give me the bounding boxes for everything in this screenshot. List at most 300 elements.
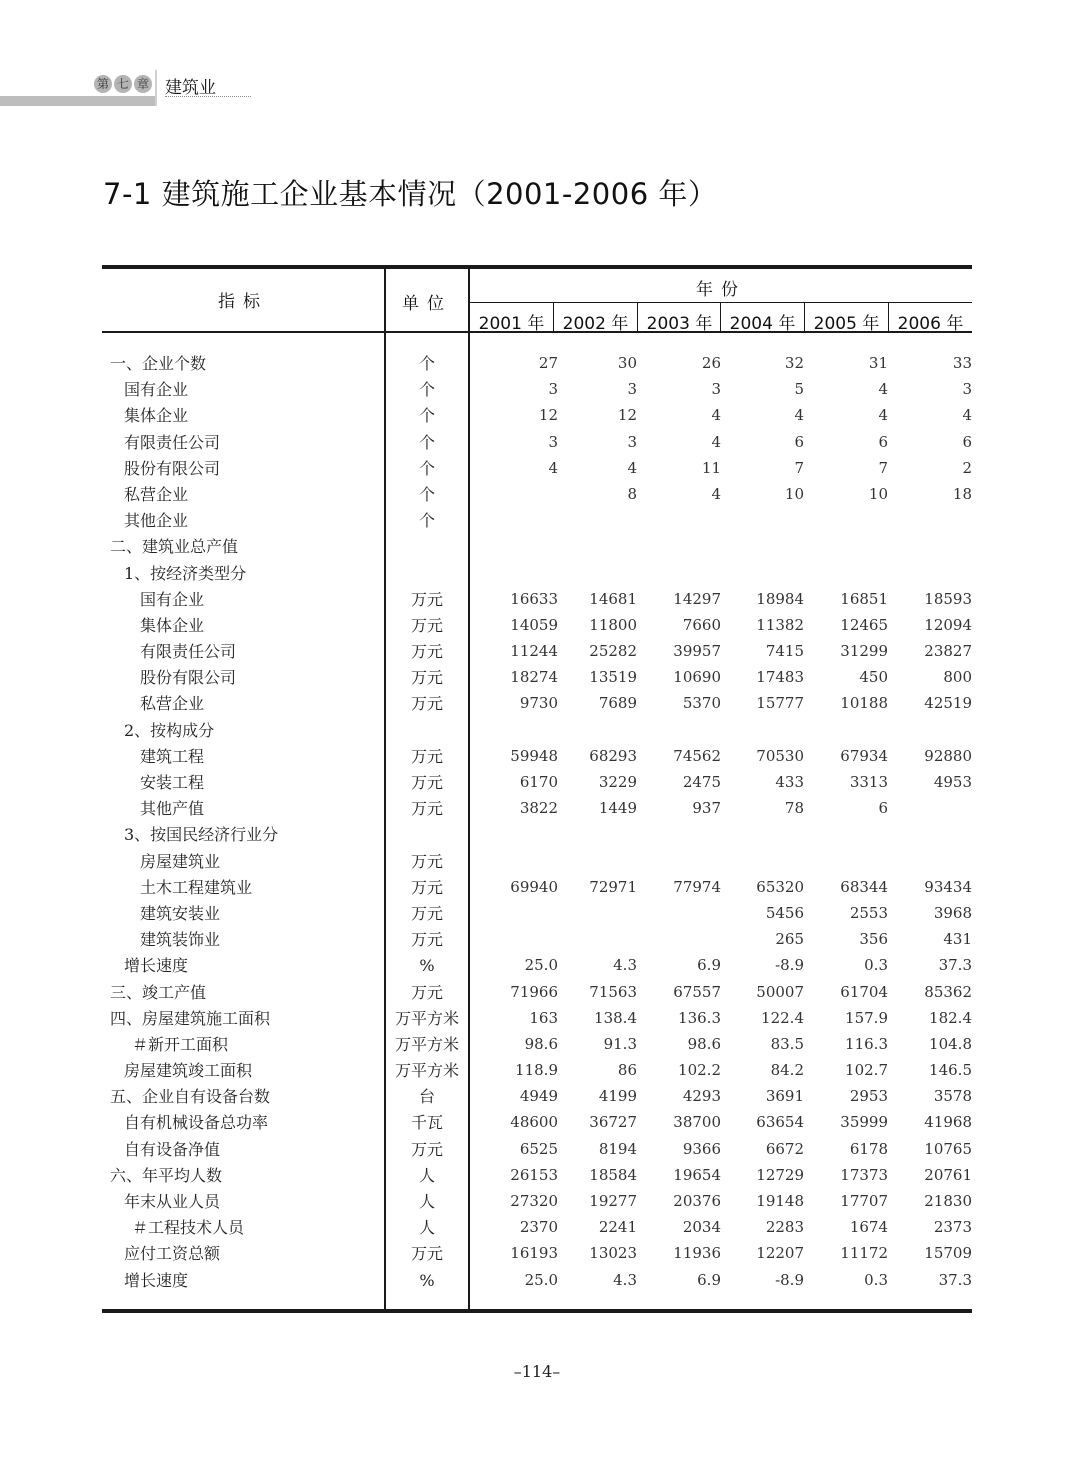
cell-value: 102.2 [678, 1061, 721, 1080]
cell-value: 5 [794, 380, 804, 399]
cell-value: 3578 [933, 1087, 972, 1106]
cell-value: 91.3 [603, 1034, 637, 1053]
table-row [102, 901, 972, 927]
table-title: 7-1 建筑施工企业基本情况（2001-2006 年） [103, 177, 718, 211]
cell-value: 16851 [840, 589, 888, 608]
cell-value: 68344 [840, 877, 888, 896]
row-label: 建筑工程 [140, 746, 205, 766]
row-label: 集体企业 [124, 406, 189, 426]
cell-value: 937 [692, 799, 721, 818]
cell-value: 39957 [673, 642, 721, 661]
row-label: 房屋建筑业 [140, 851, 221, 871]
row-unit: 万元 [410, 851, 443, 871]
row-unit: 千瓦 [410, 1113, 443, 1133]
cell-value: 12729 [756, 1165, 804, 1184]
cell-value: 10 [868, 484, 888, 503]
row-label: 股份有限公司 [124, 458, 221, 478]
cell-value: 19654 [673, 1165, 721, 1184]
chapter-char: 七 [114, 75, 132, 93]
row-label: 二、建筑业总产值 [110, 537, 239, 557]
table-row [102, 718, 972, 744]
cell-value: 78 [784, 799, 804, 818]
cell-value: 93434 [924, 877, 972, 896]
table-top-rule [102, 265, 972, 269]
cell-value: 10690 [673, 668, 721, 687]
cell-value: 26 [701, 354, 721, 372]
row-unit: 万元 [410, 773, 443, 792]
cell-value: 4953 [933, 773, 972, 791]
cell-value: 10 [784, 484, 804, 503]
row-label: 年末从业人员 [124, 1192, 221, 1211]
data-table [102, 265, 972, 1314]
cell-value: 20376 [673, 1192, 721, 1210]
cell-value: 65320 [756, 877, 804, 896]
cell-value: 17483 [756, 668, 804, 687]
cell-value: 2953 [849, 1087, 888, 1106]
row-label: 股份有限公司 [140, 668, 237, 688]
row-label: ＃工程技术人员 [132, 1218, 245, 1238]
year-divider [804, 303, 805, 331]
table-row [102, 1032, 972, 1058]
table-row [102, 665, 972, 691]
cell-value: 27320 [510, 1192, 558, 1210]
cell-value: 8194 [598, 1139, 637, 1158]
cell-value: 4.3 [613, 956, 637, 975]
row-label: 2、按构成分 [124, 720, 215, 740]
row-unit: 个 [418, 484, 435, 504]
cell-value: 36727 [589, 1113, 637, 1132]
row-unit: 个 [418, 511, 435, 531]
cell-value: 18984 [756, 589, 804, 608]
cell-value: 3 [548, 380, 558, 399]
cell-value: 6525 [519, 1139, 558, 1158]
cell-value: 33 [952, 354, 972, 372]
cell-value: 11936 [673, 1244, 721, 1263]
table-row [102, 980, 972, 1006]
row-label: 自有机械设备总功率 [124, 1113, 269, 1133]
header-year: 2002 年 [562, 314, 629, 334]
cell-value: 14059 [510, 615, 558, 634]
row-label: 3、按国民经济行业分 [124, 825, 279, 845]
table-row [102, 770, 972, 796]
row-label: 有限责任公司 [124, 432, 221, 452]
cell-value: 6 [878, 799, 888, 818]
cell-value: 74562 [673, 746, 721, 765]
cell-value: 19148 [756, 1192, 804, 1210]
cell-value: 4949 [519, 1087, 558, 1106]
cell-value: 25.0 [524, 956, 558, 975]
row-unit: 万元 [410, 982, 443, 1002]
cell-value: 10188 [840, 694, 888, 713]
cell-value: 12094 [924, 615, 972, 634]
cell-value: 7660 [682, 615, 721, 634]
cell-value: 182.4 [929, 1008, 972, 1027]
chapter-char: 第 [94, 75, 112, 93]
cell-value: 77974 [673, 877, 721, 896]
cell-value: 3 [711, 380, 721, 399]
cell-value: 265 [775, 930, 804, 949]
cell-value: 48600 [510, 1113, 558, 1132]
cell-value: 11244 [510, 642, 558, 661]
cell-value: 8 [627, 484, 637, 503]
row-label: 三、竣工产值 [110, 982, 207, 1002]
cell-value: 2283 [765, 1218, 804, 1237]
cell-value: 356 [859, 930, 888, 949]
row-unit: 人 [418, 1218, 435, 1238]
chapter-char: 章 [134, 75, 152, 93]
cell-value: 433 [775, 773, 804, 791]
cell-value: 4 [794, 406, 804, 425]
row-unit: 万元 [410, 877, 443, 897]
cell-value: 0.3 [864, 956, 888, 975]
cell-value: 7 [878, 458, 888, 477]
cell-value: 0.3 [864, 1270, 888, 1289]
cell-value: 3 [962, 380, 972, 399]
cell-value: 4 [711, 432, 721, 451]
cell-value: 23827 [924, 642, 972, 661]
cell-value: 800 [943, 668, 972, 687]
cell-value: 14681 [589, 589, 637, 608]
cell-value: 2034 [682, 1218, 721, 1237]
cell-value: 3691 [765, 1087, 804, 1106]
row-unit: 万元 [410, 589, 443, 609]
cell-value: 7415 [765, 642, 804, 661]
cell-value: 5370 [682, 694, 721, 713]
row-label: 有限责任公司 [140, 642, 237, 662]
header-year: 2003 年 [646, 314, 713, 334]
row-unit: 万元 [410, 1244, 443, 1264]
cell-value: 116.3 [845, 1034, 888, 1053]
row-unit: 万平方米 [394, 1008, 459, 1028]
row-unit: 万元 [410, 668, 443, 688]
cell-value: 26153 [510, 1165, 558, 1184]
row-label: 应付工资总额 [124, 1244, 221, 1264]
cell-value: 138.4 [594, 1008, 637, 1027]
table-row [102, 875, 972, 901]
cell-value: 4 [962, 406, 972, 425]
cell-value: 17373 [840, 1165, 888, 1184]
cell-value: 59948 [510, 746, 558, 765]
cell-value: 6.9 [697, 956, 721, 975]
cell-value: 4293 [682, 1087, 721, 1106]
cell-value: 67557 [673, 982, 721, 1001]
cell-value: 9730 [519, 694, 558, 713]
row-label: ＃新开工面积 [132, 1034, 229, 1054]
row-unit: 个 [418, 432, 435, 452]
cell-value: 12 [617, 406, 637, 425]
cell-value: 16193 [510, 1244, 558, 1263]
row-label: 房屋建筑竣工面积 [124, 1061, 253, 1081]
cell-value: 11 [701, 458, 721, 477]
cell-value: 157.9 [845, 1008, 888, 1027]
cell-value: 104.8 [929, 1034, 972, 1053]
cell-value: 67934 [840, 746, 888, 765]
cell-value: 431 [943, 930, 972, 949]
cell-value: 13519 [589, 668, 637, 687]
cell-value: 3822 [519, 799, 558, 818]
table-row [102, 796, 972, 822]
row-unit: 万元 [410, 903, 443, 923]
table-row [102, 1241, 972, 1267]
cell-value: 17707 [840, 1192, 888, 1210]
cell-value: 6 [878, 432, 888, 451]
cell-value: 3 [627, 432, 637, 451]
table-row [102, 1163, 972, 1189]
cell-value: 42519 [924, 694, 972, 713]
row-unit: 台 [418, 1087, 435, 1107]
row-unit: 万元 [410, 694, 443, 714]
cell-value: 18274 [510, 668, 558, 687]
row-label: 一、企业个数 [110, 354, 207, 373]
row-label: 增长速度 [124, 1270, 189, 1290]
page-number: –114– [513, 1362, 561, 1381]
cell-value: 2373 [933, 1218, 972, 1237]
cell-value: 10765 [924, 1139, 972, 1158]
table-row [102, 1058, 972, 1084]
cell-value: 71563 [589, 982, 637, 1001]
row-label: 1、按经济类型分 [124, 563, 247, 583]
table-row [102, 456, 972, 482]
row-unit: 人 [418, 1192, 435, 1211]
cell-value: 84.2 [770, 1061, 804, 1080]
row-label: 私营企业 [140, 694, 205, 714]
year-divider [553, 303, 554, 331]
header-year-group: 年份 [696, 280, 746, 300]
cell-value: 86 [617, 1061, 637, 1080]
cell-value: 1674 [849, 1218, 888, 1237]
cell-value: 37.3 [938, 956, 972, 975]
row-unit: 万元 [410, 746, 443, 766]
cell-value: 13023 [589, 1244, 637, 1263]
cell-value: 136.3 [678, 1008, 721, 1027]
header-divider [155, 70, 157, 106]
cell-value: 32 [784, 354, 804, 372]
cell-value: 25282 [589, 642, 637, 661]
table-row [102, 587, 972, 613]
row-unit: 万元 [410, 615, 443, 635]
cell-value: 4 [627, 458, 637, 477]
row-label: 其他企业 [124, 511, 189, 531]
table-row [102, 561, 972, 587]
header-year: 2001 年 [478, 314, 545, 334]
table-row [102, 639, 972, 665]
table-row [102, 822, 972, 848]
cell-value: 98.6 [687, 1034, 721, 1053]
table-row [102, 430, 972, 456]
cell-value: 5456 [765, 903, 804, 922]
cell-value: 6170 [519, 773, 558, 791]
header-unit: 单位 [402, 294, 452, 314]
cell-value: 1449 [598, 799, 637, 818]
table-row [102, 1084, 972, 1110]
row-unit: 万元 [410, 1139, 443, 1159]
row-unit: 个 [418, 458, 435, 478]
cell-value: 6 [794, 432, 804, 451]
row-label: 国有企业 [140, 589, 205, 609]
cell-value: 27 [538, 354, 558, 372]
year-divider [720, 303, 721, 331]
row-label: 国有企业 [124, 380, 189, 400]
cell-value: 3 [548, 432, 558, 451]
row-label: 建筑安装业 [140, 903, 221, 923]
cell-value: 41968 [924, 1113, 972, 1132]
row-label: 五、企业自有设备台数 [110, 1087, 271, 1107]
row-unit: % [419, 956, 435, 976]
header-indicator: 指标 [218, 292, 268, 312]
table-row [102, 613, 972, 639]
table-row [102, 403, 972, 429]
cell-value: 72971 [589, 877, 637, 896]
cell-value: 3 [627, 380, 637, 399]
cell-value: 16633 [510, 589, 558, 608]
row-label: 集体企业 [140, 615, 205, 635]
cell-value: 12207 [756, 1244, 804, 1263]
header-year: 2005 年 [813, 314, 880, 334]
cell-value: 3229 [598, 773, 637, 791]
cell-value: 68293 [589, 746, 637, 765]
cell-value: 15777 [756, 694, 804, 713]
cell-value: 4.3 [613, 1270, 637, 1289]
cell-value: 15709 [924, 1244, 972, 1263]
table-row [102, 1268, 972, 1294]
cell-value: 2475 [682, 773, 721, 791]
cell-value: 122.4 [761, 1008, 804, 1027]
cell-value: 146.5 [929, 1061, 972, 1080]
row-label: 土木工程建筑业 [140, 877, 253, 897]
cell-value: 50007 [756, 982, 804, 1001]
year-group-rule [470, 302, 972, 303]
cell-value: 163 [529, 1008, 558, 1027]
row-unit: 万平方米 [394, 1034, 459, 1054]
row-label: 安装工程 [140, 773, 205, 792]
cell-value: 70530 [756, 746, 804, 765]
header-year: 2006 年 [897, 314, 964, 334]
cell-value: 4 [548, 458, 558, 477]
cell-value: -8.9 [775, 1270, 804, 1289]
cell-value: 11382 [756, 615, 804, 634]
cell-value: 19277 [589, 1192, 637, 1210]
row-unit: 人 [418, 1165, 435, 1185]
year-divider [888, 303, 889, 331]
cell-value: 4 [878, 380, 888, 399]
cell-value: 6 [962, 432, 972, 451]
row-unit: 万元 [410, 930, 443, 950]
chapter-underline [165, 96, 251, 97]
cell-value: 31299 [840, 642, 888, 661]
table-row [102, 691, 972, 717]
cell-value: 3313 [849, 773, 888, 791]
row-unit: 万平方米 [394, 1061, 459, 1081]
chapter-name: 建筑业 [165, 78, 216, 98]
header-band [0, 96, 156, 106]
chapter-badge [94, 75, 152, 93]
cell-value: 6178 [849, 1139, 888, 1158]
cell-value: 61704 [840, 982, 888, 1001]
row-label: 建筑装饰业 [140, 930, 221, 950]
cell-value: 30 [617, 354, 637, 372]
table-bottom-rule [102, 1309, 972, 1313]
row-unit: 万元 [410, 799, 443, 819]
cell-value: 2553 [849, 903, 888, 922]
table-row [102, 953, 972, 979]
cell-value: 14297 [673, 589, 721, 608]
cell-value: 6672 [765, 1139, 804, 1158]
table-row [102, 1137, 972, 1163]
cell-value: 69940 [510, 877, 558, 896]
cell-value: 7689 [598, 694, 637, 713]
cell-value: 92880 [924, 746, 972, 765]
table-row [102, 1006, 972, 1032]
cell-value: 118.9 [515, 1061, 558, 1080]
cell-value: 102.7 [845, 1061, 888, 1080]
cell-value: 11172 [840, 1244, 888, 1263]
cell-value: 71966 [510, 982, 558, 1001]
table-row [102, 849, 972, 875]
cell-value: 25.0 [524, 1270, 558, 1289]
row-label: 私营企业 [124, 484, 189, 504]
cell-value: 2370 [519, 1218, 558, 1237]
cell-value: 18 [952, 484, 972, 503]
table-row [102, 744, 972, 770]
cell-value: 98.6 [524, 1034, 558, 1053]
table-row [102, 1215, 972, 1241]
cell-value: 63654 [756, 1113, 804, 1132]
table-row [102, 927, 972, 953]
cell-value: 9366 [682, 1139, 721, 1158]
row-unit: 个 [418, 406, 435, 426]
table-row [102, 1110, 972, 1136]
cell-value: 18584 [589, 1165, 637, 1184]
header-year: 2004 年 [729, 314, 796, 334]
cell-value: 450 [859, 668, 888, 687]
cell-value: -8.9 [775, 956, 804, 975]
cell-value: 21830 [924, 1192, 972, 1210]
cell-value: 6.9 [697, 1270, 721, 1289]
cell-value: 4 [711, 406, 721, 425]
cell-value: 12465 [840, 615, 888, 634]
table-row [102, 1189, 972, 1215]
row-label: 六、年平均人数 [110, 1165, 223, 1185]
cell-value: 38700 [673, 1113, 721, 1132]
cell-value: 4199 [598, 1087, 637, 1106]
row-label: 自有设备净值 [124, 1139, 221, 1159]
row-unit: 个 [418, 354, 435, 373]
cell-value: 4 [711, 484, 721, 503]
cell-value: 4 [878, 406, 888, 425]
table-row [102, 351, 972, 377]
cell-value: 2 [962, 458, 972, 477]
table-body [102, 351, 972, 1294]
cell-value: 7 [794, 458, 804, 477]
cell-value: 3968 [933, 903, 972, 922]
cell-value: 37.3 [938, 1270, 972, 1289]
cell-value: 83.5 [770, 1034, 804, 1053]
cell-value: 35999 [840, 1113, 888, 1132]
year-divider [637, 303, 638, 331]
row-unit: 万元 [410, 642, 443, 662]
row-unit: 个 [418, 380, 435, 400]
row-label: 四、房屋建筑施工面积 [110, 1008, 271, 1028]
cell-value: 20761 [924, 1165, 972, 1184]
row-unit: % [419, 1270, 435, 1290]
table-row [102, 534, 972, 560]
table-row [102, 508, 972, 534]
cell-value: 18593 [924, 589, 972, 608]
table-row [102, 377, 972, 403]
row-label: 增长速度 [124, 956, 189, 976]
cell-value: 12 [538, 406, 558, 425]
cell-value: 11800 [589, 615, 637, 634]
